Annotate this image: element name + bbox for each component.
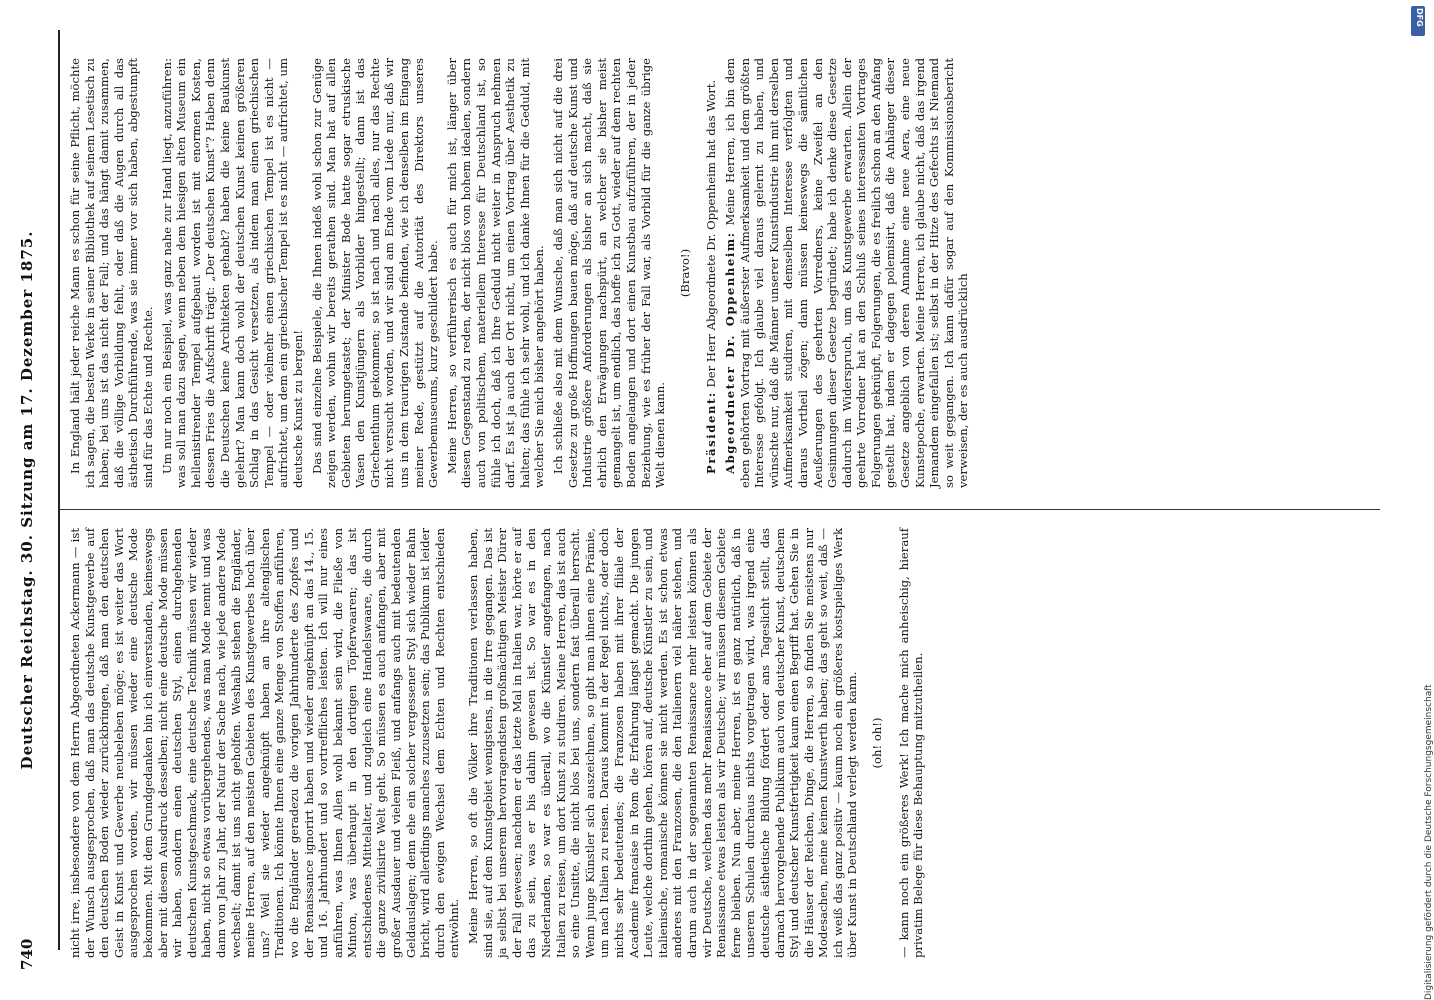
header-rule <box>58 30 60 950</box>
president-text: Der Herr Abgeordnete Dr. Oppenheim hat das Wort. <box>704 79 719 388</box>
applause: (Bravo!) <box>677 248 692 298</box>
president-label: Präsident: <box>704 391 719 474</box>
paragraph: nicht irre, insbesondere von dem Herrn Abgeordneten Ackermann — ist der Wunsch ausgesprochen, daß man das deutsche Kunstgewerbe auf den deutschen Boden wieder zurückbringen, daß man den deutschen Geist in Kunst und Gewerbe neubeleben möge; es ist weiter das Wort ausgesprochen worden, wir müssen wieder eine deutsche Mode bekommen. Mit dem Grundgedanken bin ich einverstanden, keineswegs aber mit diesem Ausdruck desselben; nicht eine deutsche Mode müssen wir haben, sondern einen deutschen Styl, einen durchgehenden deutschen Kunstgeschmack, eine deutsche Technik müssen wir wieder haben, nicht so etwas vorübergehendes, was man Mode nennt und was dann von Jahr zu Jahr, der Natur der Sache nach, wie jede andere Mode wechselt; damit ist uns nicht geholfen. Weshalb stehen die Engländer, meine Herren, auf den meisten Gebieten des Kunstgewerbes hoch über uns? Weil sie wieder angeknüpft haben an ihre altenglischen Traditionen. Ich könnte Ihnen eine ganze Menge von Stoffen anführen, wo die Engländer geradezu die vorigen Jahrhunderte des Zopfes und der Renaissance ignorirt haben und wieder angeknüpft an das 14., 15. und 16. Jahrhundert und so vortreffliches leisten. Ich will nur eines anführen, was Ihnen Allen wohl bekannt sein wird, die Fließe von Minton, was überhaupt in den dortigen Töpferwaaren; das ist entschiedenes Mittelalter, und zugleich eine Handelswaare, die durch die ganze zivilisirte Welt geht. So müssen es auch anfangen, aber mit großer Ausdauer und vielem Fleiß, und anfangs auch mit bedeutenden Geldauslagen; denn ehe ein solcher vergessener Styl sich wieder Bahn bricht, wird allerdings manches zuzusetzen sein; das Publikum ist leider durch den ewigen Wechsel dem Echten und Rechten entschieden entwöhnt. <box>68 528 462 958</box>
interjection: (oh! oh!) <box>870 717 885 769</box>
digitization-credit: Digitalisierung gefördert durch die Deutsche Forschungsgemeinschaft <box>1424 684 1434 1000</box>
paragraph: Das sind einzelne Beispiele, die Ihnen indeß wohl schon zur Genüge zeigen werden, wohin wir bereits gerathen sind. Man hat auf allen Gebieten herumgetastet; der Minister Bode hatte sogar etruskische Vasen den Kunstjüngern als Vorbilder hingestellt; dann ist das Griechenthum gekommen; so ist nach und nach alles, nur das Rechte nicht versucht worden, und wir sind am Ende vom Liede nur, daß wir uns in dem traurigen Zustande befinden, wie ich denselben im Eingang meiner Rede, gestützt auf die Autorität des Direktors unseres Gewerbemuseums, kurz geschildert habe. <box>309 58 441 488</box>
paragraph: Meine Herren, so oft die Völker ihre Traditionen verlassen haben, sind sie, auf dem Kunstgebiet wenigstens, in die Irre gegangen. Das ist ja selbst bei unserem hervorragendsten großmächtigen Meister Dürer der Fall gewesen; nachdem er das letzte Mal in Italien war, hörte er auf das zu sein, was er bis dahin gewesen ist. So war es in den Niederlanden, so war es überall, wo die Künstler angefangen, nach Italien zu reisen, um dort Kunst zu studiren. Meine Herren, das ist auch so eine Unsitte, die nicht blos bei uns, sondern fast überall herrscht. Wenn junge Künstler sich auszeichnen, so gibt man ihnen eine Prämie, um nach Italien zu reisen. Daraus kommt in der Regel nichts, oder doch nichts sehr bedeutendes; die Franzosen haben mit ihrer filiale der Academie francaise in Rom die Erfahrung längst gemacht. Die jungen Leute, welche dorthin gehen, hören auf, deutsche Künstler zu sein, und italienische, romanische können sie nicht werden. Es ist schon etwas anderes mit den Franzosen, die den Italienern viel näher stehen, und darum auch in der sogenannten Renaissance mehr leisten können als wir Deutsche, welchen das mehr Renaissance eher auf dem Gebiete der Renaissance etwas leisten als wir Deutsche; wir müssen diesem Gebiete ferne bleiben. Nun aber, meine Herren, ist es ganz natürlich, daß in unseren Schulen durchaus nichts vorgetragen wird, was irgend eine deutsche ästhetische Bildung fördert oder ans Tageslicht stellt, das darnach hervorgehende Publikum auch von deutscher Kunst, deutschem Styl und deutscher Kunstfertigkeit kaum einen Begriff hat. Gehen Sie in die Häuser der Reichen, Dinge, die Herren, so finden Sie meistens nur Modesachen, meine keinen Kunstwerth haben; das geht so weit, daß — ich weiß das ganz positiv — kaum noch ein größeres kostspieliges Werk über Kunst in Deutschland verlegt werden kann. <box>466 528 860 958</box>
dfg-logo-icon <box>1411 6 1425 36</box>
paragraph: In England hält jeder reiche Mann es schon für seine Pflicht, möchte ich sagen, die besten Werke in seiner Bibliothek auf seinem Lesetisch zu haben; bei uns ist das nicht der Fall; und das hängt damit zusammen, daß die völlige Vorbildung fehlt, oder daß die Augen durch all das ästhetisch Durchführende, was sie immer vor sich haben, abgestumpft sind für das Echte und Rechte. <box>68 58 155 488</box>
speaker-statement <box>723 58 971 488</box>
paragraph: Meine Herren, so verführerisch es auch für mich ist, länger über diesen Gegenstand zu reden, der nicht blos von hohem idealen, sondern auch von politischem, materiellem Interesse für Deutschland ist, so fühle ich doch, daß ich Ihre Geduld nicht weiter in Anspruch nehmen darf. Es ist ja auch der Ort nicht, um einen Vortrag über Aesthetik zu halten; das fühle ich sehr wohl, und ich danke Ihnen für die Geduld, mit welcher Sie mich bisher angehört haben. <box>444 58 547 488</box>
right-column <box>68 58 1408 488</box>
president-statement <box>704 58 719 488</box>
dfg-logo-text: DFG <box>1415 8 1424 27</box>
left-column <box>68 528 1408 958</box>
page-number: 740 <box>18 938 36 970</box>
speaker-label: Abgeordneter Dr. Oppenheim: <box>722 231 737 474</box>
paragraph: Um nur noch ein Beispiel, was ganz nahe zur Hand liegt, anzuführen: was soll man dazu sagen, wenn neben dem hiesigen alten Museum ein hellenistirender Tempel aufgebaut worden ist mit enormen Kosten, dessen Fries die Aufschrift trägt: „Der deutschen Kunst“? Haben denn die Deutschen keine Architekten gehabt? haben die keine Baukunst gelehrt? Man kann doch wohl der deutschen Kunst keinen größeren Schlag in das Gesicht versetzen, als indem man einen griechischen Tempel — oder vielmehr einen griechischen Tempel ist es nicht — aufrichtet, um dem ein griechischer Tempel ist es nicht — aufrichtet, um deutsche Kunst zu bergen! <box>159 58 305 488</box>
page-header <box>8 30 46 970</box>
running-title: Deutscher Reichstag. 30. Sitzung am 17. Dezember 1875. <box>18 230 36 770</box>
column-divider <box>60 509 1380 510</box>
closing-paragraph: — kann noch ein größeres Werk! Ich mache mich anheischig, hierauf privatim Belege für diese Behauptung mitzutheilen. <box>896 528 926 958</box>
paragraph: Ich schließe also mit dem Wunsche, daß man sich nicht auf die drei Gesetze zu große Hoffnungen bauen möge, daß auf deutsche Kunst und Industrie größere Anforderungen als bisher an sich macht, daß sie ehrlich den Erwägungen nachspürt, an welcher sie bisher meist gemangelt ist, um endlich, das hoffe ich zu Gott, wieder auf dem rechten Boden angelangen und dort einen Kunstbau aufzuführen, der in jeder Beziehung, wie es früher der Fall war, als Vorbild für die ganze übrige Welt dienen kann. <box>551 58 668 488</box>
speaker-text: Meine Herren, ich bin dem eben gehörten Vortrag mit äußerster Aufmerksamkeit und dem größten Interesse gefolgt. Ich glaube viel daraus gelernt zu haben, und wünschte nur, daß die Männer unserer Kunstindustrie ihn mit derselben Aufmerksamkeit studiren, mit demselben Interesse verfolgten und daraus Vortheil zögen; dann müssen keineswegs die sämtlichen Aeußerungen des geehrten Vorredners, keine Zweifel an den Gesinnungen dieser Gesetze begründet; habe ich denke diese Gesetze dadurch im Widerspruch, um das Kunstgewerbe erwarten. Allein der geehrte Vorredner hat an den Schluß seines interessanten Vortrages Folgerungen geknüpft, Folgerungen, die es freilich schon an den Anfang gestellt hat, indem er dagegen polemisirt, daß die Anhänger dieser Gesetze angeblich von deren Annahme eine neue Aera, eine neue Kunstepoche, erwarten. Meine Herren, ich glaube nicht, daß das irgend Jemandem eingefallen ist; selbst in der Hitze des Gefechts ist Niemand so weit gegangen. Ich kann dafür sogar auf den Kommissionsbericht verweisen, der es auch ausdrücklich <box>722 58 971 488</box>
